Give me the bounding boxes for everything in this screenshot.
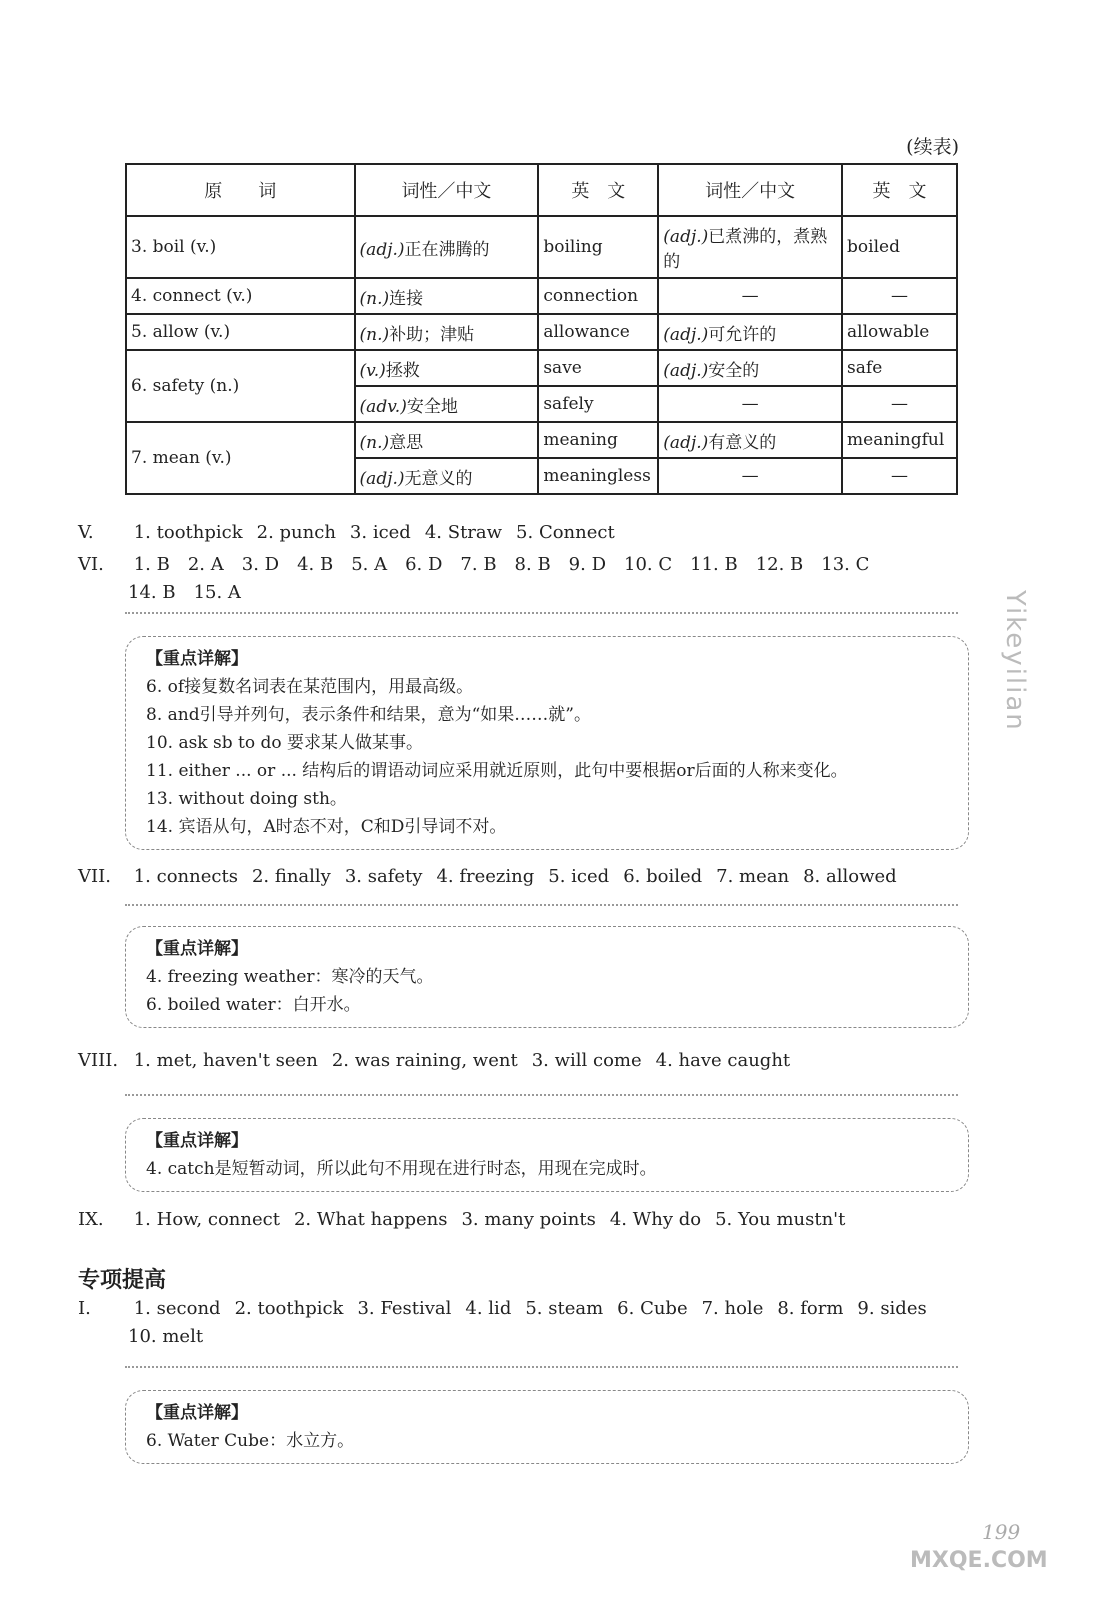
cell-word: 3. boil (v.)	[126, 216, 355, 278]
cell-en2: meaningful	[842, 422, 957, 458]
note-line: 8. and引导并列句，表示条件和结果，意为“如果……就”。	[146, 705, 591, 725]
watermark: MXQE.COM	[910, 1548, 1048, 1573]
divider	[125, 612, 958, 614]
cell-cn1: (n.)连接	[355, 278, 539, 314]
cell-cn2: (adj.)安全的	[658, 350, 842, 386]
header-en2: 英 文	[842, 164, 957, 216]
section-v: V. 1. toothpick 2. punch 3. iced 4. Straw 5. Connect	[78, 522, 615, 543]
divider	[125, 904, 958, 906]
cell-cn2: (adj.)有意义的	[658, 422, 842, 458]
note-line: 6. of接复数名词表在某范围内，用最高级。	[146, 677, 474, 697]
cell-en1: boiling	[538, 216, 658, 278]
page-number: 199	[982, 1520, 1021, 1544]
section-vi: VI. 1. B 2. A 3. D 4. B 5. A 6. D 7. B 8. B 9. D 10. C 11. B 12. B 13. C	[78, 554, 870, 575]
note-line: 11. either ... or ... 结构后的谓语动词应采用就近原则，此句中要根据or后面的人称来变化。	[146, 761, 848, 781]
cell-cn2: —	[658, 458, 842, 494]
cell-cn1: (v.)拯救	[355, 350, 539, 386]
cell-word: 4. connect (v.)	[126, 278, 355, 314]
note-line: 4. catch是短暂动词，所以此句不用现在进行时态，用现在完成时。	[146, 1159, 657, 1179]
header-pos1: 词性／中文	[355, 164, 539, 216]
cell-en2: —	[842, 278, 957, 314]
note-box	[125, 636, 969, 850]
cell-en1: meaning	[538, 422, 658, 458]
note-line: 4. freezing weather：寒冷的天气。	[146, 967, 434, 987]
note-line: 6. boiled water：白开水。	[146, 995, 361, 1015]
cell-en1: meaningless	[538, 458, 658, 494]
divider	[125, 1094, 958, 1096]
continued-label: (续表)	[906, 136, 959, 158]
note-line: 14. 宾语从句，A时态不对，C和D引导词不对。	[146, 817, 507, 837]
section-s1: I. 1. second 2. toothpick 3. Festival 4. lid 5. steam 6. Cube 7. hole 8. form 9. sides	[78, 1298, 927, 1319]
header-pos2: 词性／中文	[658, 164, 842, 216]
cell-en2: boiled	[842, 216, 957, 278]
note-line: 10. ask sb to do 要求某人做某事。	[146, 733, 424, 753]
table-row	[126, 216, 957, 278]
cell-en2: safe	[842, 350, 957, 386]
sidebar-logo-text: Yikeyilian	[1000, 590, 1030, 732]
cell-cn1: (adv.)安全地	[355, 386, 539, 422]
cell-cn1: (n.)意思	[355, 422, 539, 458]
table-row	[126, 350, 957, 386]
vocab-table	[125, 163, 958, 495]
note-line: 13. without doing sth。	[146, 789, 347, 809]
cell-word: 5. allow (v.)	[126, 314, 355, 350]
table-row	[126, 422, 957, 458]
section-heading: 专项提高	[78, 1268, 167, 1293]
cell-en1: connection	[538, 278, 658, 314]
section-viii: VIII. 1. met, haven't seen 2. was raining, went 3. will come 4. have caught	[78, 1050, 791, 1071]
table-row	[126, 278, 957, 314]
note-label: 【重点详解】	[146, 1131, 248, 1151]
note-label: 【重点详解】	[146, 939, 248, 959]
note-box	[125, 926, 969, 1028]
note-label: 【重点详解】	[146, 649, 248, 669]
cell-en1: save	[538, 350, 658, 386]
table-row	[126, 314, 957, 350]
cell-word: 6. safety (n.)	[126, 350, 355, 422]
section-vi-line2: 14. B 15. A	[128, 582, 241, 603]
header-en1: 英 文	[538, 164, 658, 216]
cell-en1: safely	[538, 386, 658, 422]
cell-cn2: —	[658, 386, 842, 422]
note-box	[125, 1390, 969, 1464]
cell-cn1: (n.)补助；津贴	[355, 314, 539, 350]
cell-en2: —	[842, 386, 957, 422]
section-vii: VII. 1. connects 2. finally 3. safety 4. freezing 5. iced 6. boiled 7. mean 8. allowed	[78, 866, 897, 887]
note-box	[125, 1118, 969, 1192]
cell-en2: —	[842, 458, 957, 494]
cell-cn2: —	[658, 278, 842, 314]
cell-cn2: (adj.)已煮沸的，煮熟的	[658, 216, 842, 278]
cell-en2: allowable	[842, 314, 957, 350]
cell-cn1: (adj.)无意义的	[355, 458, 539, 494]
cell-word: 7. mean (v.)	[126, 422, 355, 494]
cell-en1: allowance	[538, 314, 658, 350]
section-ix: IX. 1. How, connect 2. What happens 3. many points 4. Why do 5. You mustn't	[78, 1209, 846, 1230]
cell-cn2: (adj.)可允许的	[658, 314, 842, 350]
section-s1-line2: 10. melt	[128, 1326, 204, 1347]
note-label: 【重点详解】	[146, 1403, 248, 1423]
note-line: 6. Water Cube：水立方。	[146, 1431, 355, 1451]
divider	[125, 1366, 958, 1368]
cell-cn1: (adj.)正在沸腾的	[355, 216, 539, 278]
header-word: 原 词	[126, 164, 355, 216]
